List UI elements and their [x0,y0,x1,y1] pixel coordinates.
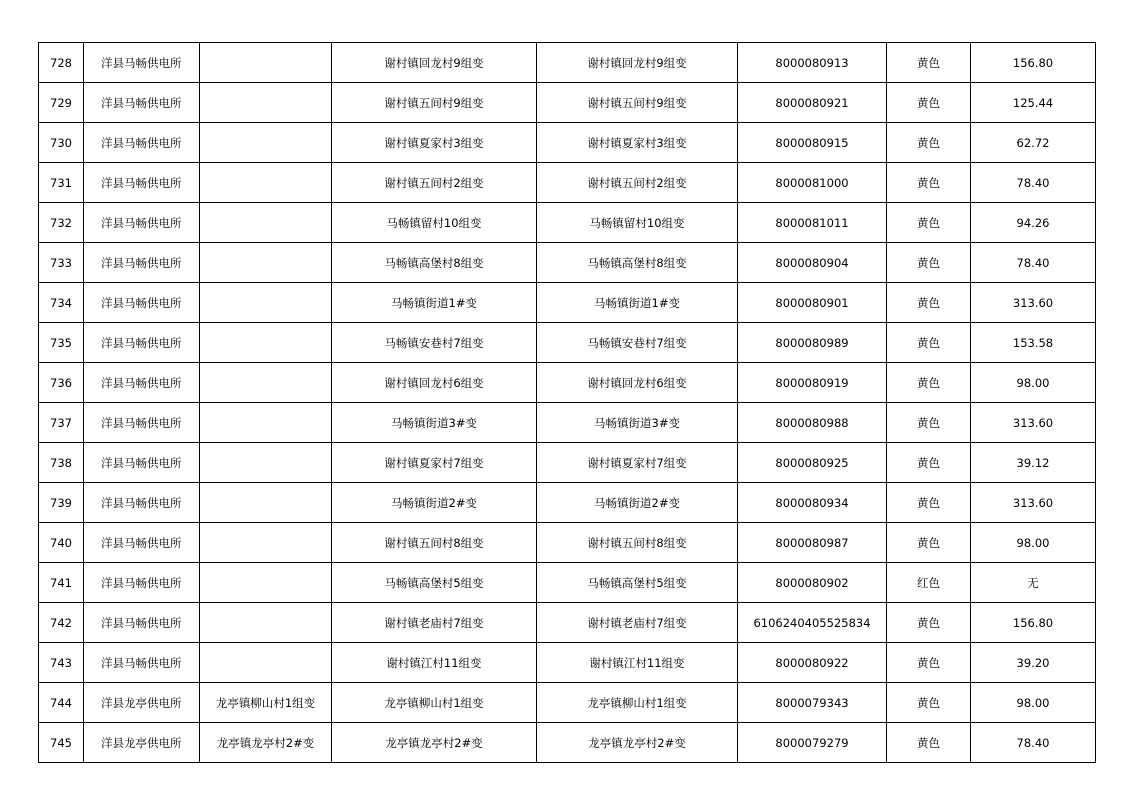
table-row [39,43,1096,83]
row-number: 737 [39,403,84,443]
transformer-name2-cell: 谢村镇五间村9组变 [537,83,738,123]
office-cell: 洋县马畅供电所 [84,83,200,123]
code-cell: 6106240405525834 [738,603,887,643]
color-cell: 黄色 [887,723,971,763]
office-cell: 洋县龙亭供电所 [84,683,200,723]
transformer-name-cell: 谢村镇五间村2组变 [332,163,537,203]
color-cell: 红色 [887,563,971,603]
table-row [39,283,1096,323]
value-cell: 39.12 [971,443,1096,483]
color-cell: 黄色 [887,443,971,483]
value-cell: 62.72 [971,123,1096,163]
row-number: 728 [39,43,84,83]
transformer-name-cell: 马畅镇街道2#变 [332,483,537,523]
transformer-name2-cell: 谢村镇江村11组变 [537,643,738,683]
area-cell [200,163,332,203]
office-cell: 洋县马畅供电所 [84,523,200,563]
row-number: 734 [39,283,84,323]
table-row [39,203,1096,243]
area-cell [200,643,332,683]
transformer-name-cell: 谢村镇夏家村7组变 [332,443,537,483]
row-number: 744 [39,683,84,723]
office-cell: 洋县马畅供电所 [84,443,200,483]
table-row [39,523,1096,563]
area-cell: 龙亭镇龙亭村2#变 [200,723,332,763]
office-cell: 洋县马畅供电所 [84,283,200,323]
transformer-name2-cell: 龙亭镇柳山村1组变 [537,683,738,723]
row-number: 731 [39,163,84,203]
office-cell: 洋县马畅供电所 [84,363,200,403]
transformer-name-cell: 马畅镇高堡村5组变 [332,563,537,603]
office-cell: 洋县马畅供电所 [84,563,200,603]
transformer-name-cell: 马畅镇高堡村8组变 [332,243,537,283]
value-cell: 156.80 [971,43,1096,83]
transformer-table [38,42,1096,763]
area-cell [200,83,332,123]
color-cell: 黄色 [887,43,971,83]
area-cell: 龙亭镇柳山村1组变 [200,683,332,723]
row-number: 742 [39,603,84,643]
color-cell: 黄色 [887,683,971,723]
area-cell [200,563,332,603]
office-cell: 洋县马畅供电所 [84,43,200,83]
value-cell: 313.60 [971,283,1096,323]
transformer-name-cell: 谢村镇老庙村7组变 [332,603,537,643]
value-cell: 78.40 [971,163,1096,203]
code-cell: 8000080934 [738,483,887,523]
table-row [39,603,1096,643]
code-cell: 8000080919 [738,363,887,403]
transformer-name2-cell: 马畅镇留村10组变 [537,203,738,243]
table-row [39,643,1096,683]
office-cell: 洋县马畅供电所 [84,323,200,363]
row-number: 740 [39,523,84,563]
code-cell: 8000080902 [738,563,887,603]
area-cell [200,363,332,403]
code-cell: 8000080921 [738,83,887,123]
area-cell [200,283,332,323]
area-cell [200,203,332,243]
table-row [39,683,1096,723]
row-number: 745 [39,723,84,763]
code-cell: 8000079279 [738,723,887,763]
table-row [39,323,1096,363]
value-cell: 125.44 [971,83,1096,123]
area-cell [200,403,332,443]
transformer-name2-cell: 谢村镇夏家村7组变 [537,443,738,483]
value-cell: 78.40 [971,243,1096,283]
color-cell: 黄色 [887,523,971,563]
transformer-name2-cell: 马畅镇街道3#变 [537,403,738,443]
value-cell: 39.20 [971,643,1096,683]
row-number: 735 [39,323,84,363]
transformer-name2-cell: 谢村镇回龙村9组变 [537,43,738,83]
value-cell: 98.00 [971,683,1096,723]
transformer-name-cell: 马畅镇留村10组变 [332,203,537,243]
row-number: 732 [39,203,84,243]
office-cell: 洋县马畅供电所 [84,243,200,283]
code-cell: 8000081011 [738,203,887,243]
value-cell: 153.58 [971,323,1096,363]
area-cell [200,123,332,163]
value-cell: 98.00 [971,523,1096,563]
transformer-name2-cell: 马畅镇高堡村5组变 [537,563,738,603]
transformer-name2-cell: 谢村镇夏家村3组变 [537,123,738,163]
color-cell: 黄色 [887,643,971,683]
code-cell: 8000081000 [738,163,887,203]
transformer-name2-cell: 马畅镇高堡村8组变 [537,243,738,283]
office-cell: 洋县马畅供电所 [84,203,200,243]
color-cell: 黄色 [887,243,971,283]
row-number: 738 [39,443,84,483]
table-row [39,403,1096,443]
table-row [39,243,1096,283]
transformer-name-cell: 谢村镇江村11组变 [332,643,537,683]
value-cell: 78.40 [971,723,1096,763]
office-cell: 洋县龙亭供电所 [84,723,200,763]
code-cell: 8000079343 [738,683,887,723]
transformer-name-cell: 马畅镇安巷村7组变 [332,323,537,363]
area-cell [200,243,332,283]
table-row [39,443,1096,483]
code-cell: 8000080915 [738,123,887,163]
transformer-name-cell: 龙亭镇柳山村1组变 [332,683,537,723]
office-cell: 洋县马畅供电所 [84,163,200,203]
area-cell [200,443,332,483]
color-cell: 黄色 [887,323,971,363]
value-cell: 无 [971,563,1096,603]
transformer-name2-cell: 龙亭镇龙亭村2#变 [537,723,738,763]
color-cell: 黄色 [887,603,971,643]
code-cell: 8000080901 [738,283,887,323]
transformer-name2-cell: 谢村镇老庙村7组变 [537,603,738,643]
value-cell: 94.26 [971,203,1096,243]
office-cell: 洋县马畅供电所 [84,123,200,163]
transformer-name-cell: 谢村镇五间村8组变 [332,523,537,563]
table-row [39,123,1096,163]
color-cell: 黄色 [887,123,971,163]
value-cell: 156.80 [971,603,1096,643]
table-row [39,483,1096,523]
row-number: 736 [39,363,84,403]
office-cell: 洋县马畅供电所 [84,483,200,523]
transformer-name2-cell: 谢村镇五间村8组变 [537,523,738,563]
row-number: 743 [39,643,84,683]
table-row [39,83,1096,123]
table-row [39,363,1096,403]
code-cell: 8000080922 [738,643,887,683]
color-cell: 黄色 [887,163,971,203]
area-cell [200,323,332,363]
transformer-name2-cell: 马畅镇街道2#变 [537,483,738,523]
table-row [39,163,1096,203]
transformer-name2-cell: 谢村镇五间村2组变 [537,163,738,203]
row-number: 741 [39,563,84,603]
value-cell: 313.60 [971,483,1096,523]
office-cell: 洋县马畅供电所 [84,603,200,643]
code-cell: 8000080913 [738,43,887,83]
code-cell: 8000080989 [738,323,887,363]
value-cell: 313.60 [971,403,1096,443]
transformer-name-cell: 谢村镇夏家村3组变 [332,123,537,163]
transformer-name2-cell: 马畅镇街道1#变 [537,283,738,323]
color-cell: 黄色 [887,83,971,123]
office-cell: 洋县马畅供电所 [84,403,200,443]
value-cell: 98.00 [971,363,1096,403]
area-cell [200,603,332,643]
transformer-name2-cell: 马畅镇安巷村7组变 [537,323,738,363]
color-cell: 黄色 [887,363,971,403]
code-cell: 8000080987 [738,523,887,563]
color-cell: 黄色 [887,403,971,443]
area-cell [200,43,332,83]
transformer-name-cell: 马畅镇街道1#变 [332,283,537,323]
code-cell: 8000080904 [738,243,887,283]
table-row [39,563,1096,603]
row-number: 730 [39,123,84,163]
area-cell [200,483,332,523]
code-cell: 8000080925 [738,443,887,483]
transformer-name-cell: 谢村镇回龙村9组变 [332,43,537,83]
transformer-name-cell: 龙亭镇龙亭村2#变 [332,723,537,763]
code-cell: 8000080988 [738,403,887,443]
color-cell: 黄色 [887,483,971,523]
color-cell: 黄色 [887,283,971,323]
transformer-name-cell: 马畅镇街道3#变 [332,403,537,443]
table-body [39,43,1096,763]
transformer-name-cell: 谢村镇回龙村6组变 [332,363,537,403]
transformer-name-cell: 谢村镇五间村9组变 [332,83,537,123]
color-cell: 黄色 [887,203,971,243]
table-row [39,723,1096,763]
office-cell: 洋县马畅供电所 [84,643,200,683]
row-number: 739 [39,483,84,523]
row-number: 733 [39,243,84,283]
transformer-name2-cell: 谢村镇回龙村6组变 [537,363,738,403]
row-number: 729 [39,83,84,123]
area-cell [200,523,332,563]
